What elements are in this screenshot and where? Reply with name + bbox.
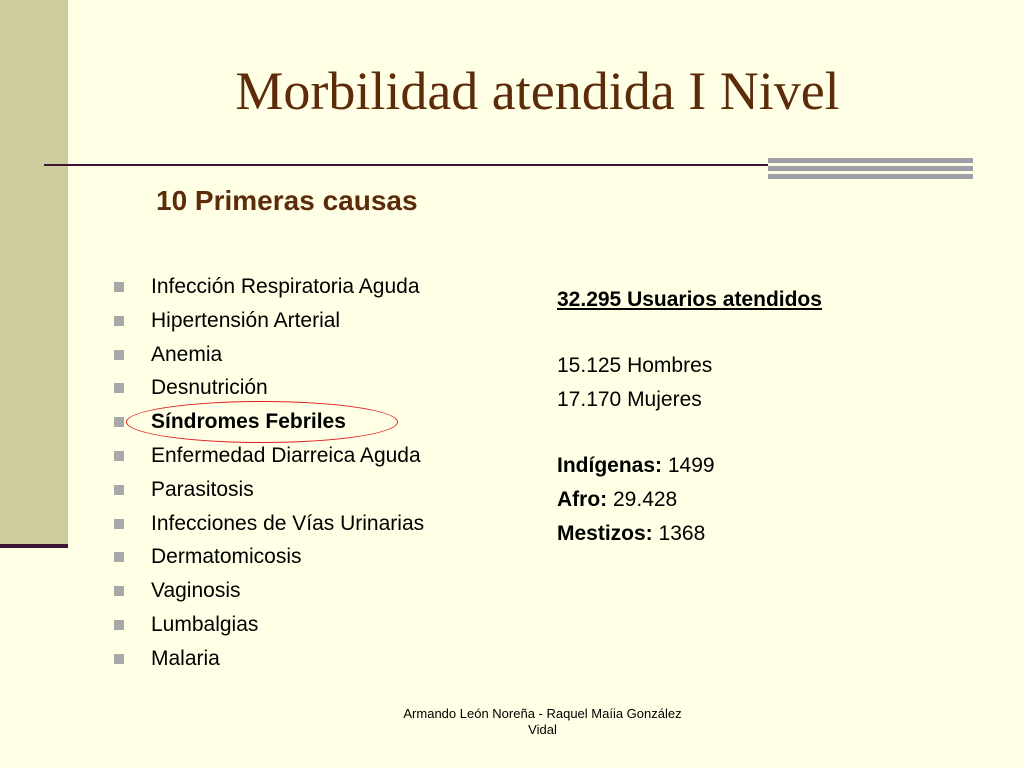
list-item xyxy=(114,574,424,608)
mestizo-row xyxy=(557,517,822,551)
stats-spacer xyxy=(557,417,822,449)
square-bullet-icon xyxy=(114,552,124,562)
afro-label: Afro: xyxy=(557,488,608,511)
cause-label: Anemia xyxy=(151,342,223,366)
list-item xyxy=(114,270,424,304)
square-bullet-icon xyxy=(114,654,124,664)
square-bullet-icon xyxy=(114,417,124,427)
list-item xyxy=(114,473,424,507)
list-item xyxy=(114,338,424,372)
list-item xyxy=(114,304,424,338)
cause-label: Lumbalgias xyxy=(151,612,259,636)
cause-label: Hipertensión Arterial xyxy=(151,308,341,332)
slide-title: Morbilidad atendida I Nivel xyxy=(235,61,840,121)
cause-label: Dermatomicosis xyxy=(151,545,302,569)
square-bullet-icon xyxy=(114,485,124,495)
indigenous-label: Indígenas: xyxy=(557,454,663,477)
cause-label: Desnutrición xyxy=(151,376,268,400)
cause-label: Vaginosis xyxy=(151,579,241,603)
footer-line: Vidal xyxy=(528,722,557,737)
cause-label: Parasitosis xyxy=(151,477,254,501)
cause-label: Infecciones de Vías Urinarias xyxy=(151,511,425,535)
total-users: 32.295 Usuarios atendidos xyxy=(557,288,822,311)
cause-label: Infección Respiratoria Aguda xyxy=(151,275,420,298)
list-item xyxy=(114,540,424,574)
square-bullet-icon xyxy=(114,620,124,630)
list-item xyxy=(114,507,424,541)
cause-label: Síndromes Febriles xyxy=(151,410,346,434)
list-item xyxy=(114,642,424,676)
section-subtitle: 10 Primeras causas xyxy=(156,185,418,216)
stats-spacer xyxy=(557,317,822,349)
list-item xyxy=(114,439,424,473)
indigenous-value: 1499 xyxy=(667,454,715,477)
stats-panel xyxy=(557,283,822,551)
women-count: 17.170 Mujeres xyxy=(557,388,702,411)
list-item xyxy=(114,608,424,642)
mestizo-value: 1368 xyxy=(658,522,706,545)
footer-credits xyxy=(375,706,710,738)
mestizo-label: Mestizos: xyxy=(557,522,653,545)
title-divider-accent xyxy=(768,158,973,179)
causes-list xyxy=(114,270,424,676)
afro-row xyxy=(557,483,822,517)
footer-line: Armando León Noreña - Raquel Maíia González xyxy=(403,706,682,721)
afro-value: 29.428 xyxy=(613,488,678,511)
men-count: 15.125 Hombres xyxy=(557,354,713,377)
side-decoration-line xyxy=(0,544,68,548)
square-bullet-icon xyxy=(114,451,124,461)
indigenous-row xyxy=(557,449,822,483)
square-bullet-icon xyxy=(114,316,124,326)
cause-label: Malaria xyxy=(151,646,220,670)
square-bullet-icon xyxy=(114,519,124,529)
cause-label: Enfermedad Diarreica Aguda xyxy=(151,443,421,467)
square-bullet-icon xyxy=(114,383,124,393)
square-bullet-icon xyxy=(114,350,124,360)
square-bullet-icon xyxy=(114,586,124,596)
title-divider-line xyxy=(44,164,769,166)
square-bullet-icon xyxy=(114,282,124,292)
highlight-ellipse xyxy=(126,401,398,443)
